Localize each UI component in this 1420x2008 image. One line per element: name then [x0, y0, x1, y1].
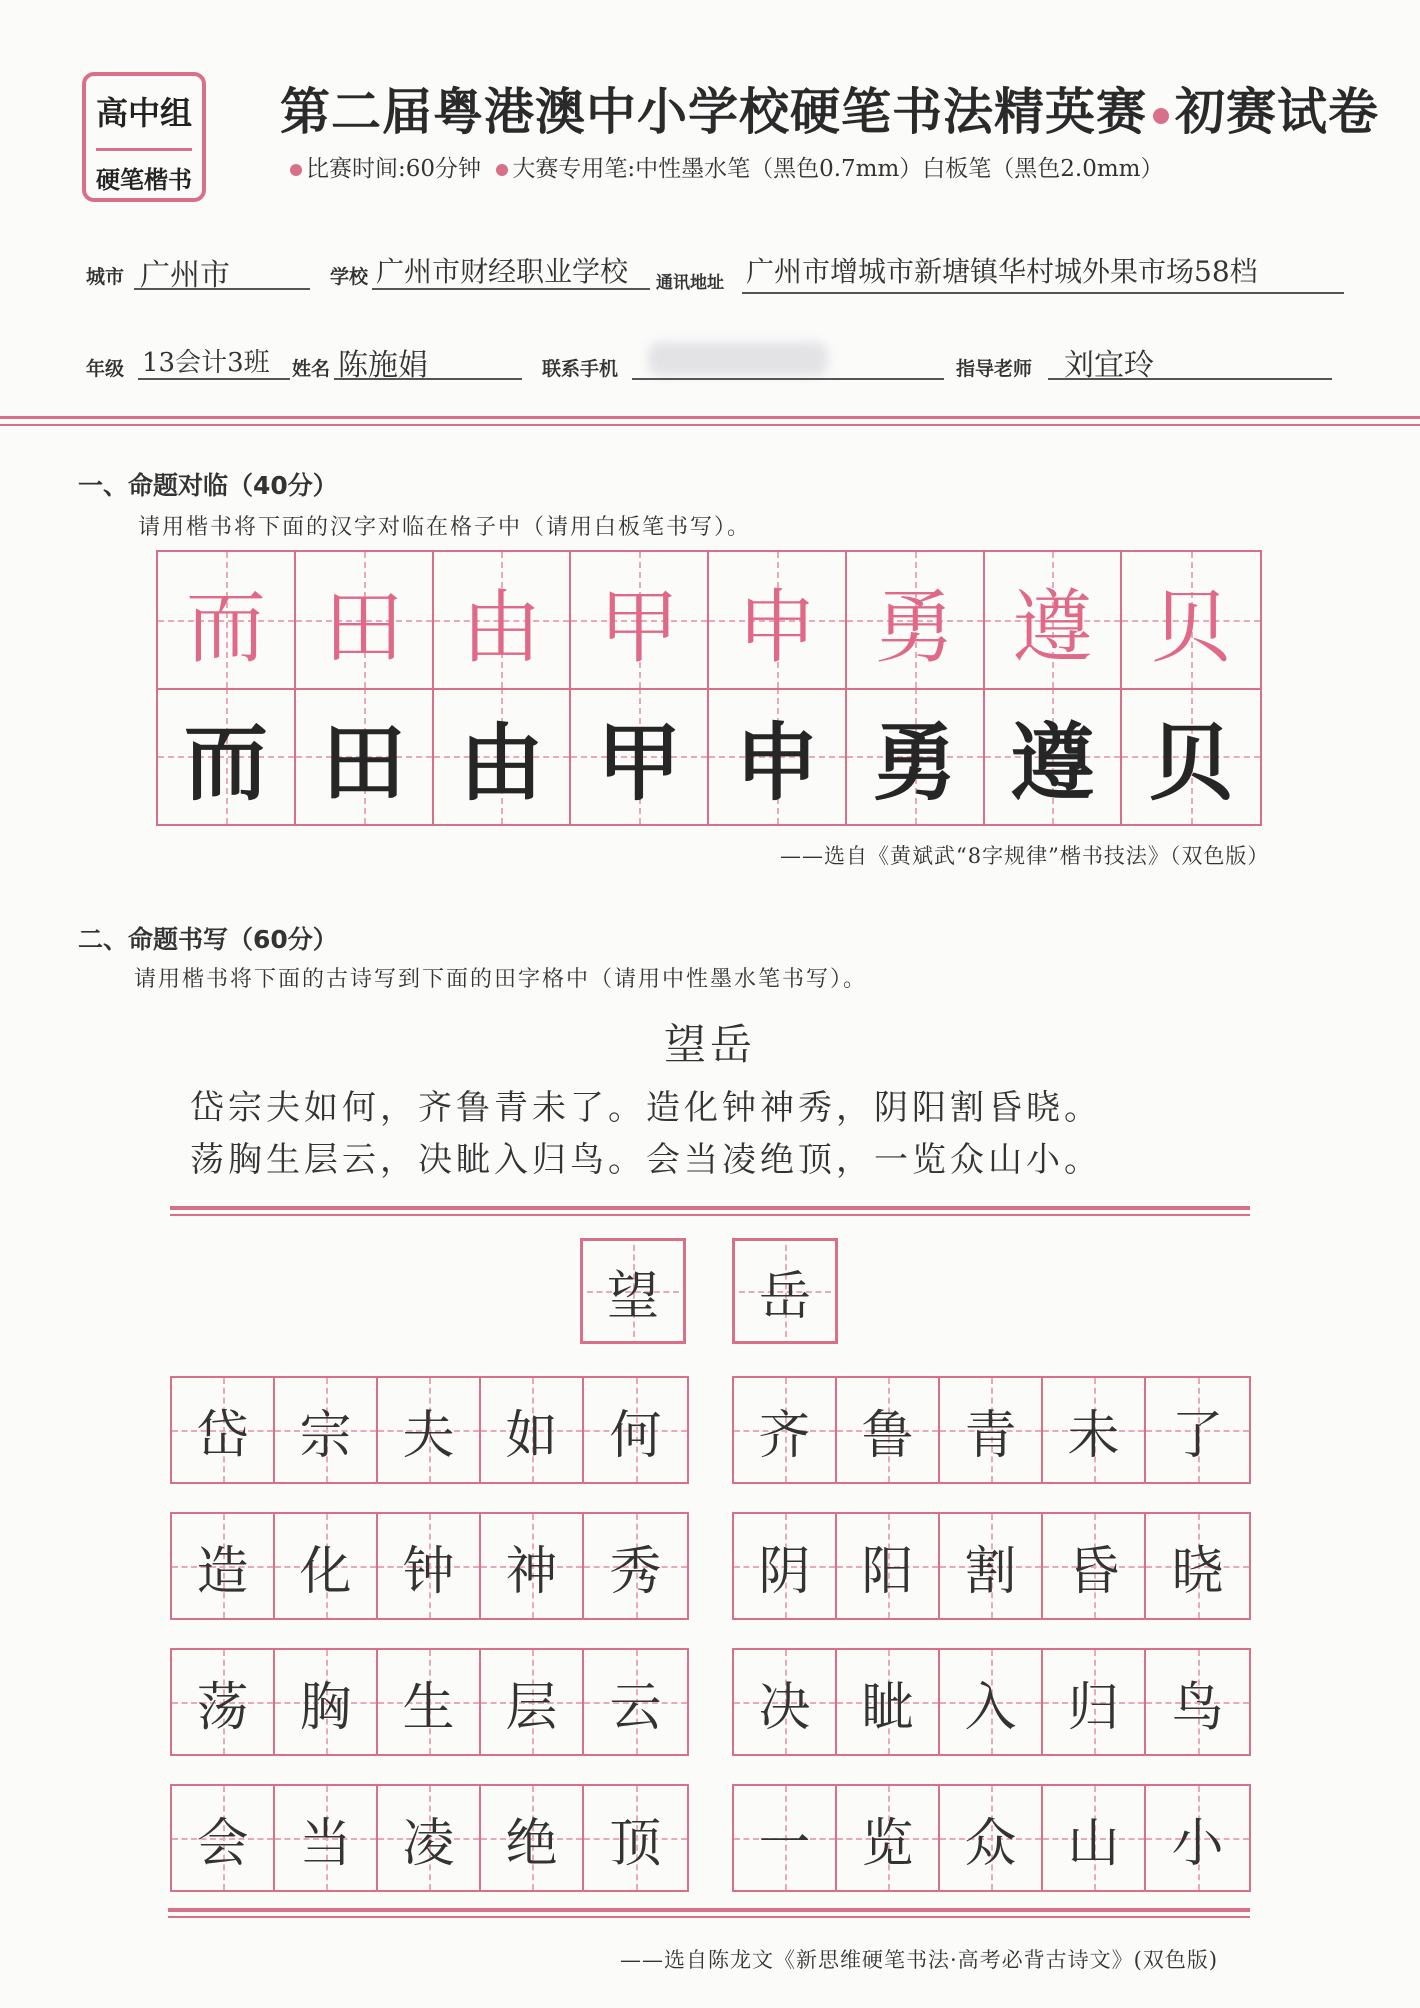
poem-divider-top-thin	[170, 1214, 1250, 1216]
cell-char: 而	[185, 580, 266, 674]
writing-cell[interactable]	[940, 1378, 1043, 1482]
title-tail: 初赛试卷	[1175, 83, 1379, 141]
cell-char: 何	[609, 1405, 662, 1466]
section2-instruction: 请用楷书将下面的古诗写到下面的田字格中（请用中性墨水笔书写）。	[134, 967, 868, 992]
writing-cell[interactable]	[940, 1786, 1043, 1890]
writing-cell[interactable]	[734, 1650, 837, 1754]
cell-char: 申	[734, 713, 819, 812]
cell-char: 神	[505, 1541, 558, 1602]
city-underline	[134, 288, 310, 290]
writing-cell[interactable]	[1146, 1514, 1249, 1618]
group-badge	[82, 72, 206, 202]
exam-time: 比赛时间:60分钟	[306, 156, 482, 182]
copy-cell[interactable]	[1122, 688, 1260, 824]
cell-char: 众	[964, 1813, 1017, 1874]
writing-cell[interactable]	[275, 1786, 378, 1890]
cell-char: 秀	[609, 1541, 662, 1602]
badge-group: 高中组	[95, 94, 192, 132]
grade-value[interactable]: 13会计3班	[142, 348, 270, 378]
cell-char: 甲	[597, 713, 682, 812]
cell-char: 田	[321, 713, 406, 812]
cell-char: 阴	[758, 1541, 811, 1602]
writing-cell[interactable]	[837, 1786, 940, 1890]
copy-cell[interactable]	[434, 688, 572, 824]
cell-char: 鸟	[1171, 1677, 1224, 1738]
cell-char: 眦	[861, 1677, 914, 1738]
writing-cell[interactable]	[584, 1786, 687, 1890]
cell-char: 贝	[1149, 713, 1234, 812]
cell-char: 会	[196, 1813, 249, 1874]
school-label: 学校	[330, 266, 369, 288]
cell-char: 阳	[861, 1541, 914, 1602]
writing-cell[interactable]	[1146, 1650, 1249, 1754]
writing-cell[interactable]	[734, 1514, 837, 1618]
writing-cell[interactable]	[837, 1514, 940, 1618]
writing-cell[interactable]	[275, 1378, 378, 1482]
cell-char: 贝	[1151, 580, 1232, 674]
writing-cell[interactable]	[378, 1650, 481, 1754]
poem-line-2: 荡胸生层云，决眦入归鸟。会当凌绝顶，一览众山小。	[190, 1140, 1102, 1180]
grade-underline	[138, 378, 290, 380]
name-value[interactable]: 陈施娟	[338, 348, 428, 383]
writing-cell[interactable]	[940, 1650, 1043, 1754]
phone-redacted	[648, 342, 828, 376]
model-cell[interactable]	[1122, 552, 1260, 688]
cell-char: 岱	[196, 1405, 249, 1466]
writing-cell[interactable]	[1043, 1650, 1146, 1754]
badge-divider	[96, 148, 192, 151]
writing-cell[interactable]	[378, 1378, 481, 1482]
writing-row-block	[732, 1512, 1251, 1620]
address-underline	[742, 292, 1344, 294]
cell-char: 青	[964, 1405, 1017, 1466]
cell-char: 岳	[758, 1266, 811, 1327]
writing-row-block	[732, 1784, 1251, 1892]
writing-row-block	[170, 1784, 689, 1892]
poem-title: 望岳	[663, 1020, 756, 1069]
cell-char: 甲	[599, 580, 680, 674]
cell-char: 由	[459, 713, 544, 812]
model-cell[interactable]	[296, 552, 434, 688]
writing-cell[interactable]	[1146, 1378, 1249, 1482]
section2-source: ——选自陈龙文《新思维硬笔书法·高考必背古诗文》(双色版)	[620, 1948, 1219, 1972]
cell-char: 化	[299, 1541, 352, 1602]
writing-cell[interactable]	[1043, 1786, 1146, 1890]
grade-label: 年级	[86, 358, 125, 380]
cell-char: 决	[758, 1677, 811, 1738]
name-label: 姓名	[292, 358, 331, 380]
writing-cell[interactable]	[481, 1650, 584, 1754]
address-label: 通讯地址	[656, 273, 724, 293]
cell-char: 胸	[299, 1677, 352, 1738]
poem-divider-bottom-thin	[168, 1916, 1250, 1918]
cell-char: 申	[736, 580, 817, 674]
copy-cell[interactable]	[985, 688, 1123, 824]
writing-cell[interactable]	[172, 1514, 275, 1618]
city-label: 城市	[86, 266, 125, 288]
writing-cell[interactable]	[172, 1650, 275, 1754]
title-dot-icon	[1153, 108, 1169, 124]
cell-char: 造	[196, 1541, 249, 1602]
copy-cell[interactable]	[571, 688, 709, 824]
address-value[interactable]: 广州市增城市新塘镇华村城外果市场58档	[746, 255, 1258, 288]
writing-row-block	[170, 1376, 689, 1484]
bullet-dot-icon	[496, 164, 508, 176]
cell-char: 当	[299, 1813, 352, 1874]
writing-cell[interactable]	[378, 1786, 481, 1890]
cell-char: 绝	[505, 1813, 558, 1874]
writing-cell[interactable]	[837, 1650, 940, 1754]
cell-char: 小	[1171, 1813, 1224, 1874]
cell-char: 览	[861, 1813, 914, 1874]
header-divider	[0, 416, 1420, 419]
cell-char: 勇	[872, 713, 957, 812]
exam-pens: 大赛专用笔:中性墨水笔（黑色0.7mm）白板笔（黑色2.0mm）	[512, 156, 1164, 182]
copy-grid	[156, 550, 1262, 826]
writing-cell[interactable]	[172, 1786, 275, 1890]
cell-char: 一	[758, 1813, 811, 1874]
cell-char: 生	[402, 1677, 455, 1738]
writing-cell[interactable]	[1146, 1786, 1249, 1890]
writing-cell[interactable]	[172, 1378, 275, 1482]
cell-char: 晓	[1171, 1541, 1224, 1602]
model-cell[interactable]	[571, 552, 709, 688]
writing-row-block	[732, 1376, 1251, 1484]
name-underline	[334, 378, 522, 380]
title-main: 第二届粤港澳中小学校硬笔书法精英赛	[280, 83, 1147, 141]
writing-cell[interactable]	[1043, 1514, 1146, 1618]
page-title	[280, 72, 1379, 144]
copy-cell[interactable]	[709, 688, 847, 824]
cell-char: 归	[1067, 1677, 1120, 1738]
copy-cell[interactable]	[158, 688, 296, 824]
teacher-underline	[1048, 378, 1332, 380]
writing-cell[interactable]	[378, 1514, 481, 1618]
poem-divider-bottom	[168, 1908, 1250, 1912]
writing-cell[interactable]	[1043, 1378, 1146, 1482]
writing-row-block	[170, 1512, 689, 1620]
copy-cell[interactable]	[847, 688, 985, 824]
cell-char: 荡	[196, 1677, 249, 1738]
section2-heading: 二、命题书写（60分）	[78, 925, 338, 954]
cell-char: 云	[609, 1677, 662, 1738]
cell-char: 未	[1067, 1405, 1120, 1466]
cell-char: 了	[1171, 1405, 1224, 1466]
phone-underline	[632, 378, 944, 380]
cell-char: 凌	[402, 1813, 455, 1874]
poem-title-box	[732, 1238, 838, 1344]
cell-char: 勇	[874, 580, 955, 674]
teacher-label: 指导老师	[956, 358, 1033, 380]
poem-line-1: 岱宗夫如何，齐鲁青未了。造化钟神秀，阴阳割昏晓。	[190, 1088, 1102, 1128]
writing-row-block	[170, 1648, 689, 1756]
writing-cell[interactable]	[481, 1786, 584, 1890]
writing-cell[interactable]	[584, 1378, 687, 1482]
section1-heading: 一、命题对临（40分）	[78, 471, 338, 500]
cell-char: 由	[461, 580, 542, 674]
writing-cell[interactable]	[734, 1378, 837, 1482]
writing-cell[interactable]	[584, 1650, 687, 1754]
subtitle	[290, 150, 1163, 183]
cell-char: 山	[1067, 1813, 1120, 1874]
cell-char: 钟	[402, 1541, 455, 1602]
header-divider-thin	[0, 424, 1420, 426]
teacher-value[interactable]: 刘宜玲	[1064, 348, 1154, 383]
copy-cell[interactable]	[296, 688, 434, 824]
model-cell[interactable]	[709, 552, 847, 688]
cell-char: 如	[505, 1405, 558, 1466]
writing-cell[interactable]	[584, 1514, 687, 1618]
poem-title-box	[580, 1238, 686, 1344]
section1-source: ——选自《黄斌武“8字规律”楷书技法》（双色版）	[780, 844, 1270, 868]
cell-char: 齐	[758, 1405, 811, 1466]
badge-category: 硬笔楷书	[96, 165, 192, 194]
school-value[interactable]: 广州市财经职业学校	[376, 255, 629, 288]
cell-char: 顶	[609, 1813, 662, 1874]
cell-char: 昏	[1067, 1541, 1120, 1602]
cell-char: 望	[606, 1266, 659, 1327]
school-underline	[372, 288, 650, 290]
model-cell[interactable]	[985, 552, 1123, 688]
writing-cell[interactable]	[837, 1378, 940, 1482]
title-cell[interactable]	[739, 1245, 831, 1337]
city-value[interactable]: 广州市	[140, 258, 230, 293]
model-cell[interactable]	[158, 552, 296, 688]
section1-instruction: 请用楷书将下面的汉字对临在格子中（请用白板笔书写）。	[138, 515, 752, 540]
cell-char: 而	[183, 713, 268, 812]
writing-cell[interactable]	[275, 1514, 378, 1618]
title-cell[interactable]	[587, 1245, 679, 1337]
writing-cell[interactable]	[481, 1514, 584, 1618]
cell-char: 入	[964, 1677, 1017, 1738]
model-cell[interactable]	[847, 552, 985, 688]
writing-cell[interactable]	[481, 1378, 584, 1482]
cell-char: 遵	[1010, 713, 1095, 812]
writing-cell[interactable]	[940, 1514, 1043, 1618]
bullet-dot-icon	[290, 164, 302, 176]
model-cell[interactable]	[434, 552, 572, 688]
cell-char: 割	[964, 1541, 1017, 1602]
poem-divider-top	[170, 1206, 1250, 1210]
cell-char: 宗	[299, 1405, 352, 1466]
writing-cell[interactable]	[734, 1786, 837, 1890]
cell-char: 鲁	[861, 1405, 914, 1466]
writing-row-block	[732, 1648, 1251, 1756]
cell-char: 田	[323, 580, 404, 674]
cell-char: 遵	[1012, 580, 1093, 674]
cell-char: 层	[505, 1677, 558, 1738]
phone-label: 联系手机	[542, 358, 619, 380]
cell-char: 夫	[402, 1405, 455, 1466]
writing-cell[interactable]	[275, 1650, 378, 1754]
